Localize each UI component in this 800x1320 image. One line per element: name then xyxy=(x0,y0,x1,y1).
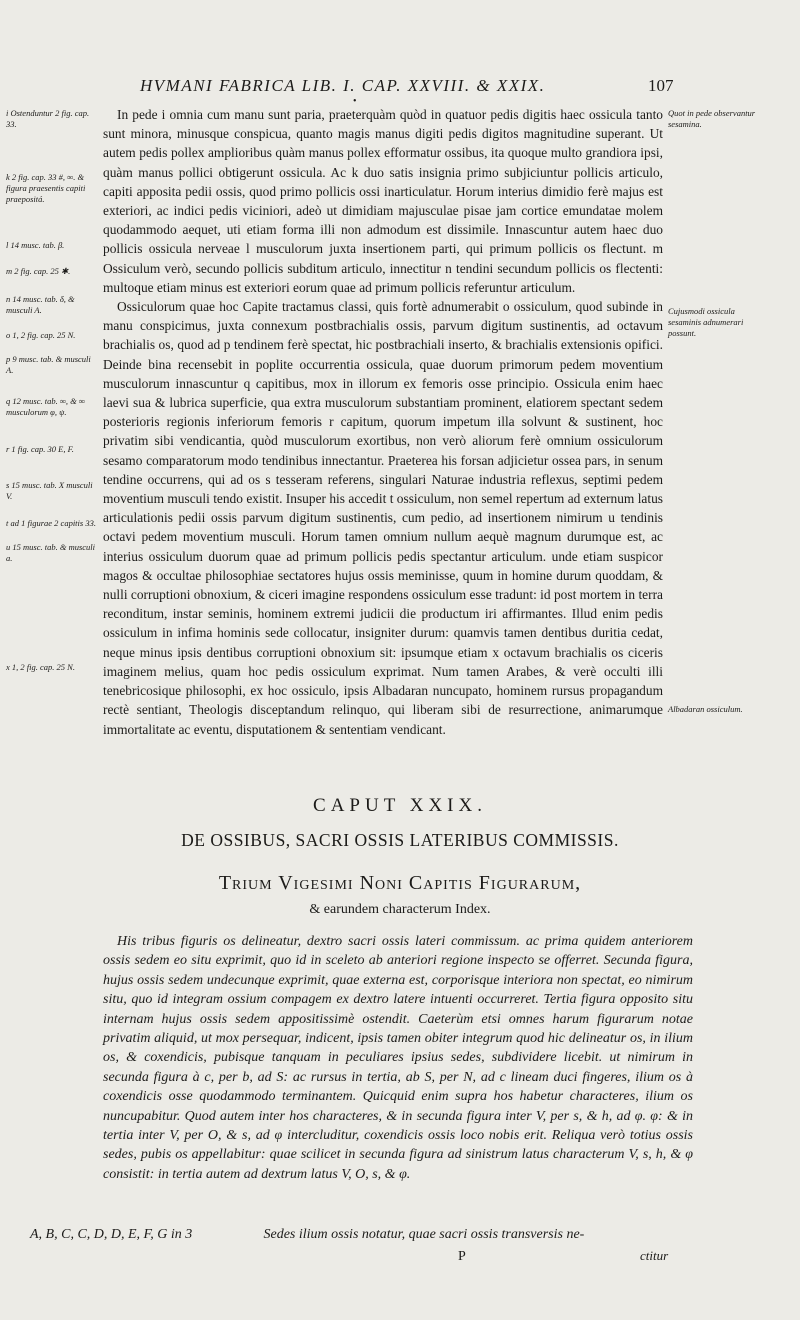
margin-note: r 1 fig. cap. 30 E, F. xyxy=(6,444,74,454)
margin-note: Albadaran ossiculum. xyxy=(668,704,743,714)
margin-note: u 15 musc. tab. & musculi a. xyxy=(6,542,96,563)
chapter-heading: CAPUT XXIX. xyxy=(313,795,487,816)
margin-note: o 1, 2 fig. cap. 25 N. xyxy=(6,330,76,340)
margin-note: Cujusmodi ossicula sesaminis adnumerari possunt. xyxy=(668,306,744,338)
running-head: HVMANI FABRICA LIB. I. CAP. XXVIII. & XXIX. xyxy=(140,76,546,95)
page-number: 107 xyxy=(648,76,674,95)
index-subtitle: & earundem characterum Index. xyxy=(309,902,491,917)
margin-note: l 14 musc. tab. β. xyxy=(6,240,65,250)
margin-note: k 2 fig. cap. 33 #, ∞. & figura praesentis capiti praepositá. xyxy=(6,172,86,204)
margin-note: q 12 musc. tab. ∞, & ∞ musculorum φ, ψ. xyxy=(6,396,85,417)
margin-note: Quot in pede observantur sesamina. xyxy=(668,108,756,129)
margin-note: i Ostenduntur 2 fig. cap. 33. xyxy=(6,108,90,129)
paragraph: Ossiculorum quae hoc Capite tractamus classi, quis fortè adnumerabit o ossiculum, quod subinde in manu conspicimus, juxta connexum postbrachialis ossis, parvum digitum sustinentis, ad octavum brachialis os, quod ad p tendinem ferè spectat, hic postbrachiali inserto, & brachialis extensionis opifici. Deinde bina recensebit in poplite occurrentia ossicula, quae duorum primorum pedem moventium musculorum innascuntur q capitibus, mox in illorum ex femoris osse principio. Ossicula enim haec laevi sua & lubrica superficie, qua extra musculorum substantiam prominent, elatiorem spectant sedem posterioris regionis inferiorum femoris r capitum, quorum impetum illa solvunt & sustinent, hoc privatim sibi vendicantia, quòd musculorum exortibus, non verò aliorum ferè omnium ossiculorum sesamo comparatorum modo tendinibus innectantur. Praeterea his forsan adjicietur ossea pars, in senum tendine occurrens, qui ad os s tesseram referens, singulari Naturae industria reflexus, septimi pedem moventium musculi tendo existit. Insuper his accedit t ossiculum, non semel repertum ad externum latus articulationis pedii ossis parvum digitum sustinentis, cum pedio, ad insertionem nimirum u tendinis octavi pedem moventium musculi. Horum tamen omnium nullum aequè magnum durumque est, ac interius ossiculum duorum quae ad primum pollicis pedis spectantur articulum. unde etiam suspicor magos & occultae philosophiae sectatores hujus ossis meminisse, quum in homine durum quoddam, & nulli corruptioni obnoxium, & ciceri imagine respondens ossiculum esse tradunt: id post mortem in terra reconditum, instar seminis, hominem extremi judicii die productum iri affirmantes. Illud enim pedis ossiculum in infima hominis sede collocatur, insigniter durum: quamvis tamen dentibus duritia cedat, neque minus ipsis dentibus corruptioni obnoxium sit: ipsumque etiam x octavum brachialis os ciceris imaginem melius, quam hoc pedis ossiculum exprimat. Num tamen Arabes, & verè occulti illi tenebricosique philosophi, ex hoc ossiculo, ipsis Albadaran nuncupato, hominem rursus propagandum rectè sentiant, Theologis disceptandum relinquo, qui liberam sibi de resurrectione, animarumque immortalitate ac eventu, disputationem & sententiam vendicant. xyxy=(103,299,663,737)
signature-mark: P xyxy=(458,1249,466,1264)
main-text xyxy=(103,105,663,739)
margin-note: p 9 musc. tab. & musculi A. xyxy=(6,354,91,375)
figure-description: His tribus figuris os delineatur, dextro sacri ossis lateri commissum. ac prima quidem anteriorem ossis sedem eo situ exprimit, quo id in sceleto ab anteriori regione inspecto se offerret. Secunda figura, hujus ossis sedem undecunque exprimit, quae externa est, corporisque interiora non spectat, eo nimirum situ, quo id integram ossium compagem ex dextro latere intuenti occurreret. Tertia figura opposito situ internam hujus ossis sedem appositissimè ostendit. Caeterùm etsi omnes harum figurarum notae privatim aliquid, ut mox persequar, indicent, ipsis tamen obiter integrum quod hic delineatur os, in ilium os, & coxendicis, pubisque tanquam in peculiares ipsius sedes, subdividere licebit. ut nimirum in secunda figura à c, per b, ad S: ac rursus in tertia, ab S, per N, ad c lineam duci fingeres, ilium os à coxendicis osse quodammodo terminantem. Quicquid enim supra hos habetur characteres, ilium os nuncupabitur. Quod autem inter hos characteres, & in secunda figura inter V, per s, & h, ad φ. φ: & in tertia inter V, per O, & s, ad φ intercluditur, coxendicis ossis loco nobis erit. Reliqua verò totius ossis sedes, pubis os appellabitur: quae scilicet in secunda figura ad sinistrum latus characterum V, s, h, & φ consistit: in tertia autem ad dextrum latus V, O, s, & φ. xyxy=(103,934,693,1182)
dot-mark: • xyxy=(353,96,357,107)
index-title: Trium Vigesimi Noni Capitis Figurarum, xyxy=(218,872,582,894)
legend-text: Sedes ilium ossis notatur, quae sacri ossis transversis ne- xyxy=(263,1227,585,1242)
margin-note: m 2 fig. cap. 25 ✱. xyxy=(6,266,71,276)
chapter-title: DE OSSIBUS, SACRI OSSIS LATERIBUS COMMISSIS. xyxy=(181,830,619,850)
legend-letters: A, B, C, C, D, D, E, F, G in 3 xyxy=(30,1227,193,1242)
paragraph: In pede i omnia cum manu sunt paria, praeterquàm quòd in quatuor pedis digitis haec ossicula tanto sunt minora, minusque conspicua, quanto magis manus digiti pedis digitos magnitudine superant. Ut autem pedis pollex amplioribus quàm manus pollex efformatur ossibus, ita quoque multo grandiora ipsi, quàm manus pollici obtigerunt ossicula. Ac k duo satis insignia primo subjiciuntur pollicis articulo, capiti apposita pedii ossis, quod primo pollicis ossi inarticulatur. Horum interius dimidio ferè majus est exteriori, ac indici pedis viciniori, adeò ut dimidiam majusculae pisae jam cortice emundatae molem quodammodo aequet, uti etiam forma illi non admodum est dissimile. Innascuntur autem haec duo pollicis ossicula nerveae l musculorum juxta insertionem parti, qui primum pollicis os flectunt. m Ossiculum verò, secundo pollicis subditum articulo, innectitur n tendini secundum pollicis os flectenti: multoque etiam minus est exteriori eorum quae ad primum pollicis referuntur articulum. xyxy=(103,107,663,295)
margin-note: t ad 1 figurae 2 capitis 33. xyxy=(6,518,96,528)
margin-note: s 15 musc. tab. X musculi V. xyxy=(6,480,93,501)
catchword: ctitur xyxy=(640,1248,669,1263)
margin-note: x 1, 2 fig. cap. 25 N. xyxy=(6,662,75,672)
legend-row xyxy=(30,1227,700,1243)
margin-note: n 14 musc. tab. δ, & musculi A. xyxy=(6,294,75,315)
